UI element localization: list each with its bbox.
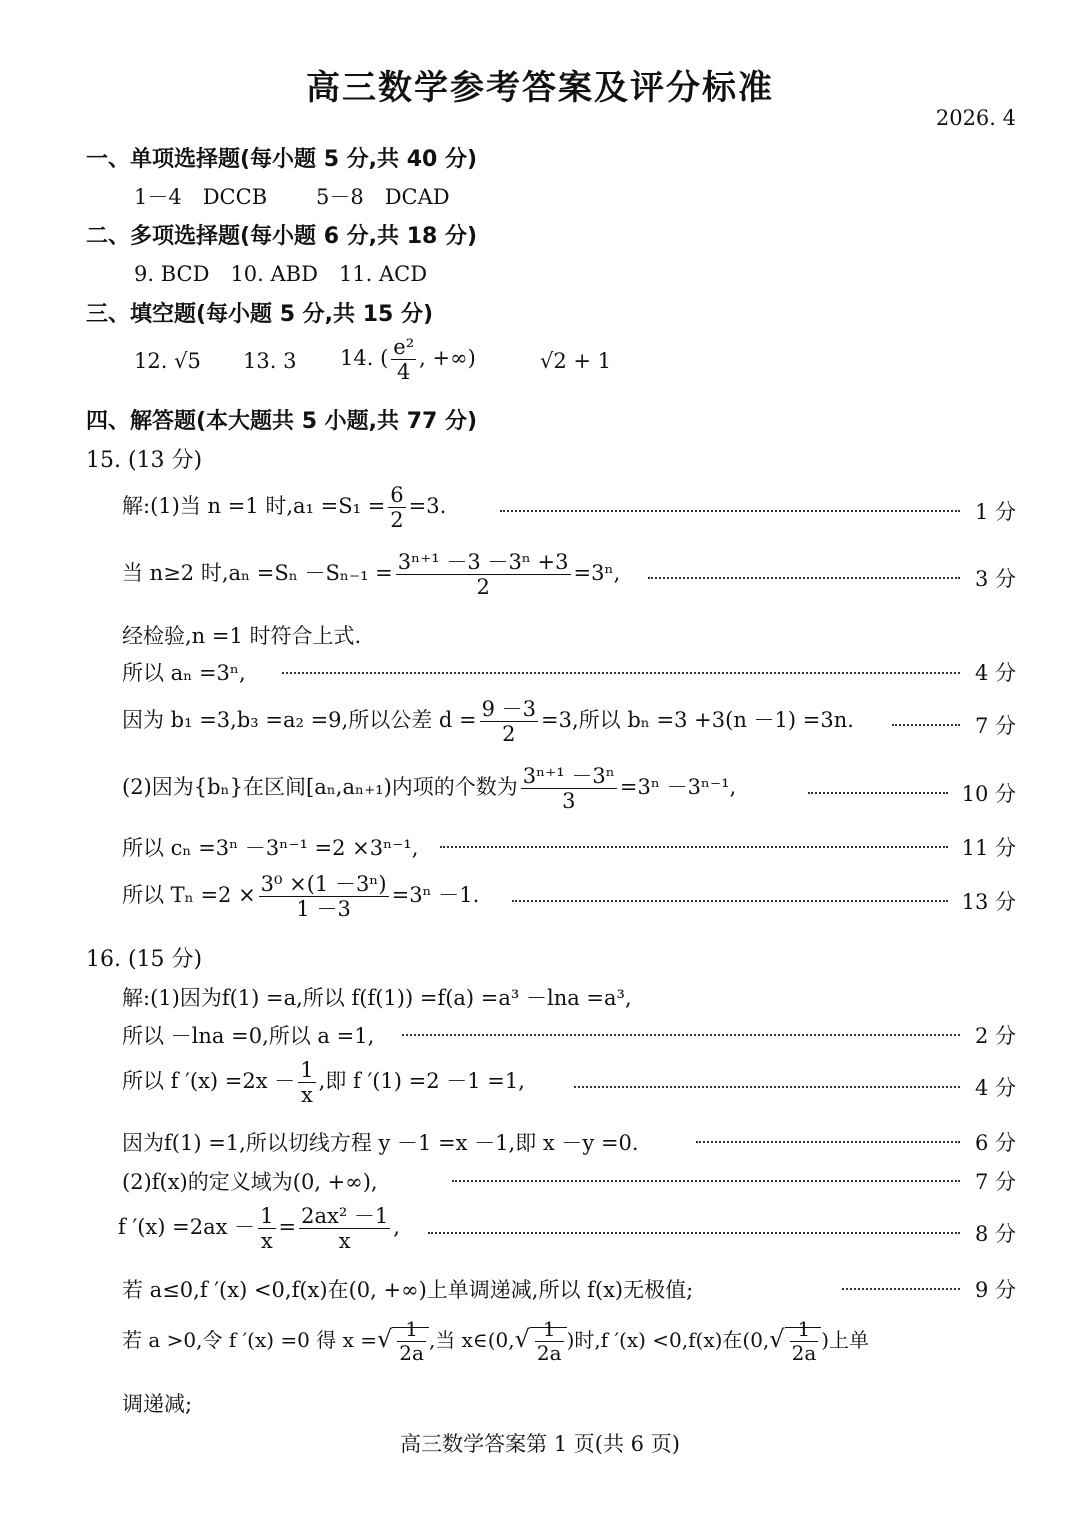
fraction: $\frac{1}{2a}$ xyxy=(399,1317,424,1365)
leader-dots xyxy=(500,510,960,512)
section4-heading: 四、解答题(本大题共 5 小题,共 77 分) xyxy=(86,409,478,434)
leader-dots xyxy=(440,846,948,848)
score: 3 分 xyxy=(974,567,1016,591)
leader-dots xyxy=(696,1141,960,1143)
fraction: $\frac{\text{2ax² －1}}{x}$ xyxy=(301,1204,389,1254)
score: 6 分 xyxy=(974,1131,1016,1155)
fraction: $\frac{1}{x}$ xyxy=(300,1058,314,1108)
p15-line4: 所以 aₙ =3ⁿ, xyxy=(122,661,246,685)
leader-dots xyxy=(808,792,948,794)
p15-line8: 所以 Tₙ =2 × $\frac{\text{3⁰ ×(1 －3ⁿ)}}{1 -3}$ =3ⁿ －1. xyxy=(122,872,480,922)
score: 13 分 xyxy=(961,890,1016,914)
p16-line9: 调递减; xyxy=(122,1392,193,1416)
sqrt-expr xyxy=(392,1317,429,1365)
leader-dots xyxy=(574,1086,960,1088)
p16-line5: (2)f(x)的定义域为(0, +∞), xyxy=(122,1170,378,1194)
answer-14b: √2 + 1 xyxy=(540,349,612,373)
section1-heading: 一、单项选择题(每小题 5 分,共 40 分) xyxy=(86,147,478,172)
p16-line6: f ′(x) =2ax － $\frac{1}{x}$ = $\frac{\text{2ax² －1}}{x}$ , xyxy=(118,1204,400,1254)
section1-answers-a: 1－4 DCCB xyxy=(134,185,268,209)
leader-dots xyxy=(402,1034,960,1036)
sqrt-expr xyxy=(785,1317,822,1365)
fraction: $\frac{\text{3ⁿ⁺¹ －3ⁿ}}{3}$ xyxy=(522,764,615,814)
p16-line2: 所以 －lna =0,所以 a =1, xyxy=(122,1024,375,1048)
score: 9 分 xyxy=(974,1278,1016,1302)
score: 7 分 xyxy=(974,1170,1016,1194)
p15-line7: 所以 cₙ =3ⁿ －3ⁿ⁻¹ =2 ×3ⁿ⁻¹, xyxy=(122,836,419,860)
score: 1 分 xyxy=(974,500,1016,524)
answer-13: 13. 3 xyxy=(243,349,297,373)
leader-dots xyxy=(452,1180,960,1182)
fraction: $\frac{\text{3ⁿ⁺¹ －3 －3ⁿ +3}}{2}$ xyxy=(397,550,569,600)
p16-line7: 若 a≤0,f ′(x) <0,f(x)在(0, +∞)上单调递减,所以 f(x)无极值; xyxy=(122,1278,694,1302)
date: 2026. 4 xyxy=(935,106,1016,130)
p15-line1: 解:(1)当 n =1 时,a₁ =S₁ = $\frac{6}{2}$ =3. xyxy=(122,483,447,533)
score: 11 分 xyxy=(961,836,1016,860)
p16-line3: 所以 f ′(x) =2x － $\frac{1}{x}$ ,即 f ′(1) =2 －1 =1, xyxy=(122,1058,525,1108)
p16-line4: 因为f(1) =1,所以切线方程 y －1 =x －1,即 x －y =0. xyxy=(122,1131,639,1155)
leader-dots xyxy=(892,724,960,726)
score: 10 分 xyxy=(961,782,1016,806)
p15-line2: 当 n≥2 时,aₙ =Sₙ －Sₙ₋₁ = $\frac{\text{3ⁿ⁺¹ －3 －3ⁿ +3}}{2}$ =3ⁿ, xyxy=(122,550,621,600)
score: 2 分 xyxy=(974,1024,1016,1048)
p16-line8: 若 a >0,令 f ′(x) =0 得 x =√ $\frac{1}{2a}$ ,当 x∈(0,√ $\frac{1}{2a}$ )时,f ′(x) <0,f(x)在(0,√ $\frac{1}{2a}$ )上单 xyxy=(122,1317,870,1365)
answer-14: 14. ( $\frac{\text{e²}}{4}$ , +∞) xyxy=(340,335,476,385)
leader-dots xyxy=(428,1232,960,1234)
leader-dots xyxy=(648,577,960,579)
problem15-label: 15. (13 分) xyxy=(86,448,203,473)
section2-answers: 9. BCD 10. ABD 11. ACD xyxy=(134,262,428,286)
score: 4 分 xyxy=(974,1076,1016,1100)
leader-dots xyxy=(282,672,960,674)
fraction: $\frac{\text{e²}}{4}$ xyxy=(393,335,415,385)
fraction: $\frac{1}{2a}$ xyxy=(791,1317,817,1365)
section3-heading: 三、填空题(每小题 5 分,共 15 分) xyxy=(86,302,434,327)
problem16-label: 16. (15 分) xyxy=(86,947,203,972)
fraction: $\frac{9 -3}{2}$ xyxy=(481,697,537,747)
p15-line6: (2)因为{bₙ}在区间[aₙ,aₙ₊₁)内项的个数为 $\frac{\text{3ⁿ⁺¹ －3ⁿ}}{3}$ =3ⁿ －3ⁿ⁻¹, xyxy=(122,764,737,814)
leader-dots xyxy=(512,900,948,902)
page-footer: 高三数学答案第 1 页(共 6 页) xyxy=(400,1432,680,1456)
leader-dots xyxy=(842,1288,960,1290)
section2-heading: 二、多项选择题(每小题 6 分,共 18 分) xyxy=(86,224,478,249)
section1-answers-b: 5－8 DCAD xyxy=(316,185,450,209)
score: 7 分 xyxy=(974,714,1016,738)
fraction: $\frac{\text{3⁰ ×(1 －3ⁿ)}}{1 -3}$ xyxy=(260,872,387,922)
page-title: 高三数学参考答案及评分标准 xyxy=(306,68,774,108)
fraction: $\frac{1}{2a}$ xyxy=(536,1317,562,1365)
fraction: $\frac{6}{2}$ xyxy=(390,483,404,533)
p15-line5: 因为 b₁ =3,b₃ =a₂ =9,所以公差 d = $\frac{9 -3}{2}$ =3,所以 bₙ =3 +3(n －1) =3n. xyxy=(122,697,854,747)
answer-12: 12. √5 xyxy=(134,349,201,373)
fraction: $\frac{1}{x}$ xyxy=(260,1204,274,1254)
p15-line3: 经检验,n =1 时符合上式. xyxy=(122,624,362,648)
score: 4 分 xyxy=(974,661,1016,685)
p16-line1: 解:(1)因为f(1) =a,所以 f(f(1)) =f(a) =a³ －lna =a³, xyxy=(122,986,632,1010)
sqrt-expr xyxy=(530,1317,567,1365)
score: 8 分 xyxy=(974,1222,1016,1246)
